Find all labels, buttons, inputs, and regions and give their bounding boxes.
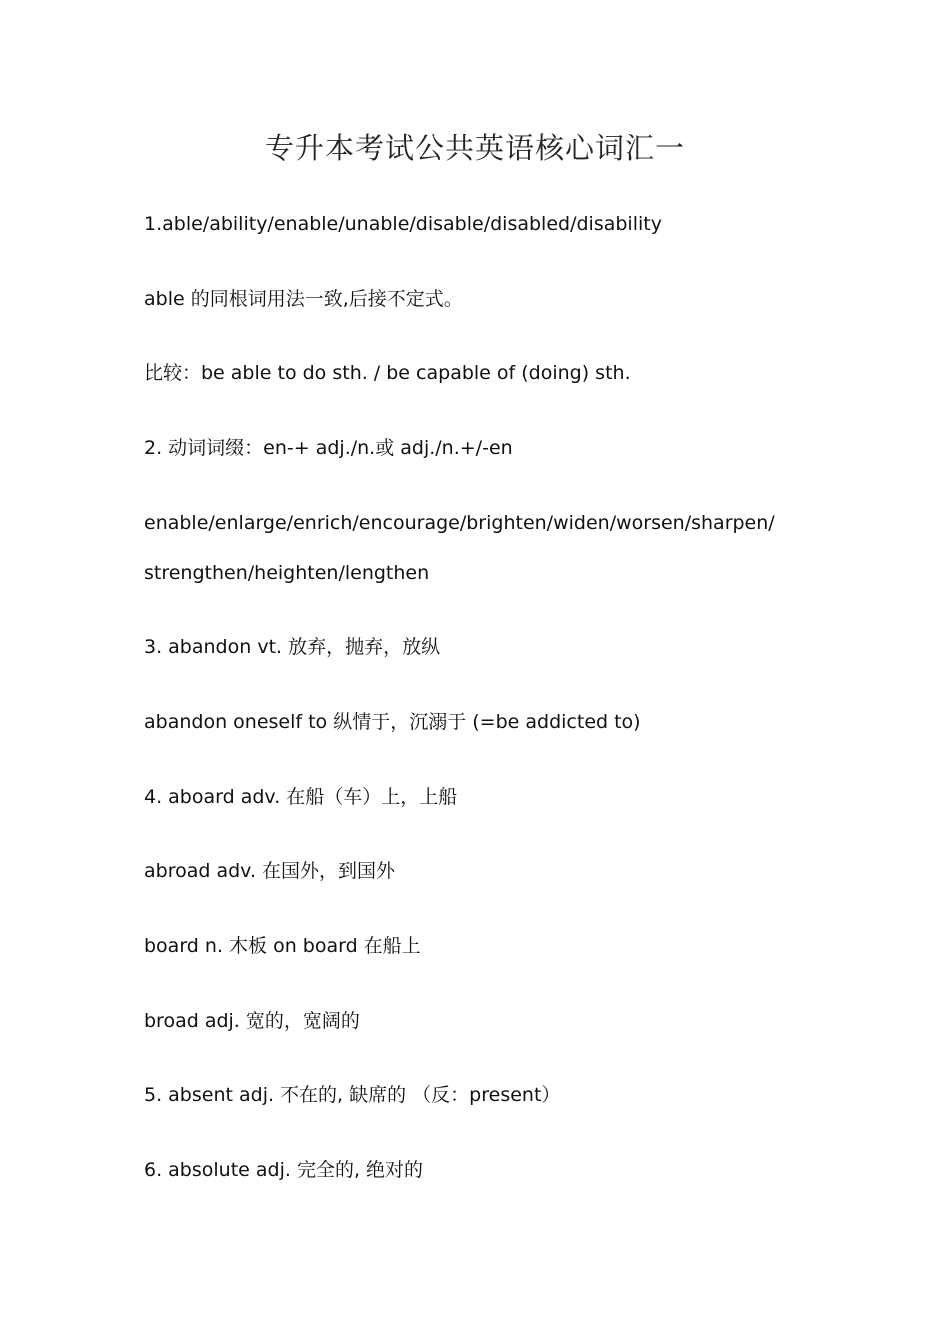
vocab-line-9: 4. aboard adv. 在船（车）上，上船 (144, 786, 458, 808)
vocab-line-2: able 的同根词用法一致,后接不定式。 (144, 288, 463, 310)
vocab-line-7: 3. abandon vt. 放弃，抛弃，放纵 (144, 636, 441, 658)
vocab-line-5: enable/enlarge/enrich/encourage/brighten/widen/worsen/sharpen/ (144, 512, 775, 534)
page-title: 专升本考试公共英语核心词汇一 (264, 131, 685, 165)
vocab-line-12: broad adj. 宽的，宽阔的 (144, 1010, 360, 1032)
vocab-line-10: abroad adv. 在国外，到国外 (144, 860, 396, 882)
vocab-line-8: abandon oneself to 纵情于，沉溺于 (=be addicted to) (144, 711, 641, 733)
vocab-line-13: 5. absent adj. 不在的, 缺席的 （反：present） (144, 1084, 561, 1106)
vocab-line-11: board n. 木板 on board 在船上 (144, 935, 421, 957)
vocab-line-6: strengthen/heighten/lengthen (144, 562, 430, 584)
vocab-line-4: 2. 动词词缀：en-+ adj./n.或 adj./n.+/-en (144, 437, 513, 459)
vocab-line-1: 1.able/ability/enable/unable/disable/disabled/disability (144, 213, 662, 235)
vocab-line-14: 6. absolute adj. 完全的, 绝对的 (144, 1159, 424, 1181)
vocab-line-3: 比较：be able to do sth. / be capable of (doing) sth. (144, 362, 631, 384)
